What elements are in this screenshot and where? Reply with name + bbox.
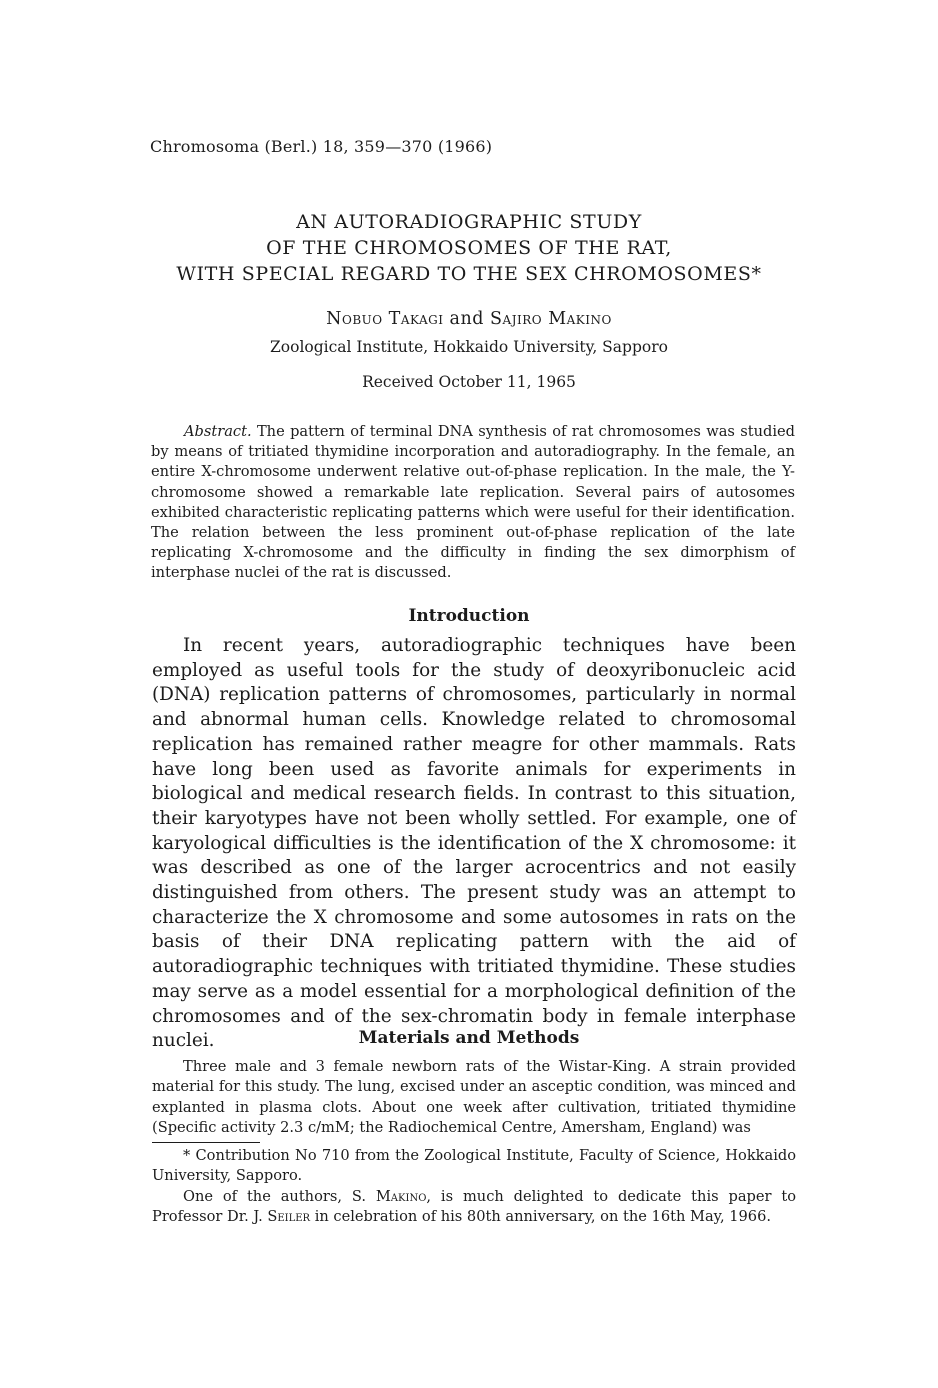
dedication-text-middle: , is much delighted to dedicate this paper to Professor Dr. J.	[152, 1187, 797, 1225]
dedication-text-start: One of the authors, S.	[183, 1187, 366, 1205]
dedication-name-seiler: Seiler	[267, 1207, 311, 1225]
author-makino: Sajiro Makino	[490, 309, 612, 329]
author-list	[0, 309, 938, 329]
footnote-dedication	[152, 1187, 796, 1228]
received-date: Received October 11, 1965	[362, 373, 576, 391]
footnote-divider	[152, 1142, 260, 1143]
methods-paragraph: Three male and 3 female newborn rats of the Wistar-King. A strain provided material for this study. The lung, excised under an asceptic condition, was minced and explanted in plasma clots. About one week after cultivation, tritiated thymidine (Specific activity 2.3 c/mM; the Radiochemical Centre, Amersham, England) was	[152, 1058, 796, 1136]
introduction-heading: Introduction	[408, 606, 530, 626]
abstract-label: Abstract.	[184, 423, 252, 440]
abstract-text: The pattern of terminal DNA synthesis of rat chromosomes was studied by means of tritiated thymidine incorporation and autoradiography. In the female, an entire X-chromosome underwent relative out-of-phase replication. In the male, the Y-chromosome showed a remarkable late replication. Several pairs of autosomes exhibited characteristic replicating patterns which were useful for their identification. The relation between the less prominent out-of-phase replication of the late replicating X-chromosome and the difficulty in finding the sex dimorphism of interphase nuclei of the rat is discussed.	[151, 423, 796, 582]
author-takagi: Nobuo Takagi	[326, 309, 444, 329]
title-line-3: WITH SPECIAL REGARD TO THE SEX CHROMOSOMES*	[176, 263, 762, 285]
dedication-text-end: in celebration of his 80th anniversary, on the 16th May, 1966.	[314, 1207, 772, 1225]
journal-reference: Chromosoma (Berl.) 18, 359—370 (1966)	[150, 137, 493, 156]
title-line-1: AN AUTORADIOGRAPHIC STUDY	[296, 211, 642, 233]
methods-heading: Materials and Methods	[358, 1028, 580, 1048]
footnote-contribution: * Contribution No 710 from the Zoological Institute, Faculty of Science, Hokkaido University, Sapporo.	[152, 1147, 796, 1185]
title-line-2: OF THE CHROMOSOMES OF THE RAT,	[266, 237, 672, 259]
dedication-name-makino: Makino	[375, 1187, 427, 1205]
affiliation: Zoological Institute, Hokkaido University, Sapporo	[270, 338, 668, 356]
abstract	[151, 422, 795, 584]
paper-title	[0, 209, 938, 287]
author-conjunction: and	[449, 309, 484, 329]
introduction-paragraph: In recent years, autoradiographic techniques have been employed as useful tools for the study of deoxyribonucleic acid (DNA) replication patterns of chromosomes, particularly in normal and abnormal human cells. Knowledge related to chromosomal replication has remained rather meagre for other mammals. Rats have long been used as favorite animals for experiments in biological and medical research fields. In contrast to this situation, their karyotypes have not been wholly settled. For example, one of karyological difficulties is the identification of the X chromosome: it was described as one of the larger acrocentrics and not easily distinguished from others. The present study was an attempt to characterize the X chromosome and some autosomes in rats on the basis of their DNA replicating pattern with the aid of autoradiographic techniques with tritiated thymidine. These studies may serve as a model essential for a morphological definition of the chromosomes and of the sex-chromatin body in female interphase nuclei.	[152, 635, 796, 1052]
footnotes	[152, 1146, 796, 1227]
